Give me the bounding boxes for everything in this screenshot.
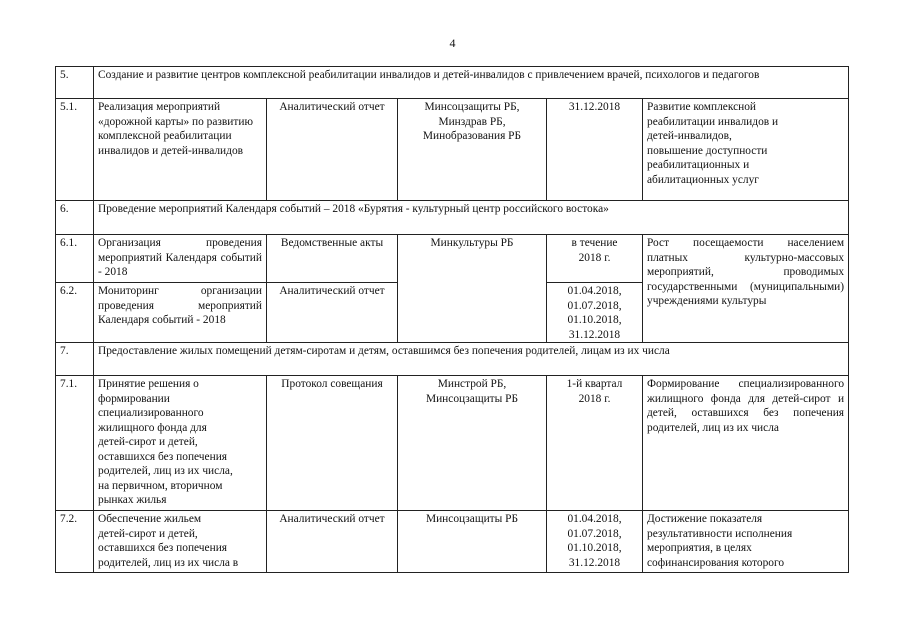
deadline-line: 01.10.2018, (567, 314, 622, 326)
task-line: оставшихся без попечения (98, 450, 228, 463)
expected-result: Формирование специализированного жилищного фонда для детей-сирот и детей, оставшихся без попечения родителей, лиц из их числа (643, 376, 849, 511)
row-number: 6. (56, 201, 94, 235)
task-description: Организация проведения мероприятий Календаря событий - 2018 (94, 235, 267, 283)
result-line: детей-инвалидов, (647, 130, 732, 142)
task-line: родителей, лиц из их числа, (98, 465, 233, 477)
page-number: 4 (449, 36, 456, 50)
section-row-6 (56, 201, 849, 235)
task-line: жилищного фонда для (98, 421, 207, 434)
task-line: родителей, лиц из их числа в (98, 556, 239, 569)
executor-line: Минсоцзащиты РБ (425, 392, 519, 405)
executor (398, 99, 547, 201)
row-number: 7. (56, 343, 94, 376)
section-title: Проведение мероприятий Календаря событий – 2018 «Бурятия - культурный центр российского востока» (94, 201, 849, 235)
task-line: рынках жилья (98, 494, 167, 506)
deadline-line: 2018 г. (578, 392, 611, 405)
task-line: детей-сирот и детей, (98, 436, 198, 448)
task-line: оставшихся без попечения (98, 542, 228, 554)
task-row-7-2 (56, 511, 849, 573)
deadline-line: 01.10.2018, (567, 542, 622, 554)
section-row-7 (56, 343, 849, 376)
deadline-line: 1-й квартал (566, 378, 623, 390)
deadline (547, 235, 643, 283)
result-line: абилитационных услуг (647, 173, 759, 186)
task-line: Принятие решения о (98, 378, 199, 390)
deadline (547, 283, 643, 343)
expected-result: Рост посещаемости населением платных культурно-массовых мероприятий, проводимых государственными (муниципальными) учреждениями культуры (643, 235, 849, 343)
section-title: Предоставление жилых помещений детям-сиротам и детям, оставшимся без попечения родителей, лицам из их числа (94, 343, 849, 376)
row-number: 7.2. (56, 511, 94, 573)
result-line: мероприятия, в целях (647, 542, 752, 554)
executor: Минкультуры РБ (398, 235, 547, 343)
expected-result (643, 511, 849, 573)
deadline-line: 01.04.2018, (567, 513, 622, 525)
deadline-line: 31.12.2018 (568, 556, 621, 569)
row-number: 6.2. (56, 283, 94, 343)
expected-result (643, 99, 849, 201)
task-description (94, 511, 267, 573)
task-description (94, 376, 267, 511)
deadline-line: 2018 г. (578, 251, 611, 264)
section-title: Создание и развитие центров комплексной реабилитации инвалидов и детей-инвалидов с привлечением врачей, психологов и педагогов (94, 67, 849, 99)
row-number: 5. (56, 67, 94, 99)
result-line: реабилитации инвалидов и (647, 115, 779, 128)
deadline-line: в течение (571, 237, 618, 249)
executor-line: Минздрав РБ, (438, 115, 506, 128)
deadline-line: 01.07.2018, (567, 299, 622, 312)
document-type: Аналитический отчет (267, 283, 398, 343)
deadline-line: 01.04.2018, (567, 285, 622, 297)
executor-line: Минобразования РБ (422, 130, 522, 142)
row-number: 5.1. (56, 99, 94, 201)
document-type: Аналитический отчет (267, 99, 398, 201)
result-line: результативности исполнения (647, 527, 793, 540)
result-line: софинансирования которого (647, 556, 785, 569)
task-row-5-1 (56, 99, 849, 201)
task-row-7-1 (56, 376, 849, 511)
task-line: специализированного (98, 407, 204, 419)
result-line: Достижение показателя (647, 513, 763, 525)
result-line: повышение доступности (647, 144, 768, 157)
executor-line: Минсоцзащиты РБ, (424, 101, 520, 113)
row-number: 6.1. (56, 235, 94, 283)
result-line: Развитие комплексной (647, 101, 757, 113)
deadline (547, 511, 643, 573)
task-description: Мониторинг организации проведения мероприятий Календаря событий - 2018 (94, 283, 267, 343)
document-type: Ведомственные акты (267, 235, 398, 283)
task-description: Реализация мероприятий «дорожной карты» по развитию комплексной реабилитации инвалидов и детей-инвалидов (94, 99, 267, 201)
deadline (547, 376, 643, 511)
task-line: на первичном, вторичном (98, 479, 223, 492)
deadline: 31.12.2018 (547, 99, 643, 201)
executor-line: Минстрой РБ, (437, 378, 507, 390)
task-row-6-1 (56, 235, 849, 283)
task-line: Обеспечение жильем (98, 513, 202, 525)
document-type: Аналитический отчет (267, 511, 398, 573)
document-type: Протокол совещания (267, 376, 398, 511)
task-line: формировании (98, 392, 170, 405)
action-plan-table (55, 66, 849, 573)
section-row-5 (56, 67, 849, 99)
executor: Минсоцзащиты РБ (398, 511, 547, 573)
deadline-line: 01.07.2018, (567, 527, 622, 540)
task-line: детей-сирот и детей, (98, 527, 198, 540)
row-number: 7.1. (56, 376, 94, 511)
deadline-line: 31.12.2018 (568, 328, 621, 341)
result-line: реабилитационных и (647, 159, 750, 171)
executor (398, 376, 547, 511)
